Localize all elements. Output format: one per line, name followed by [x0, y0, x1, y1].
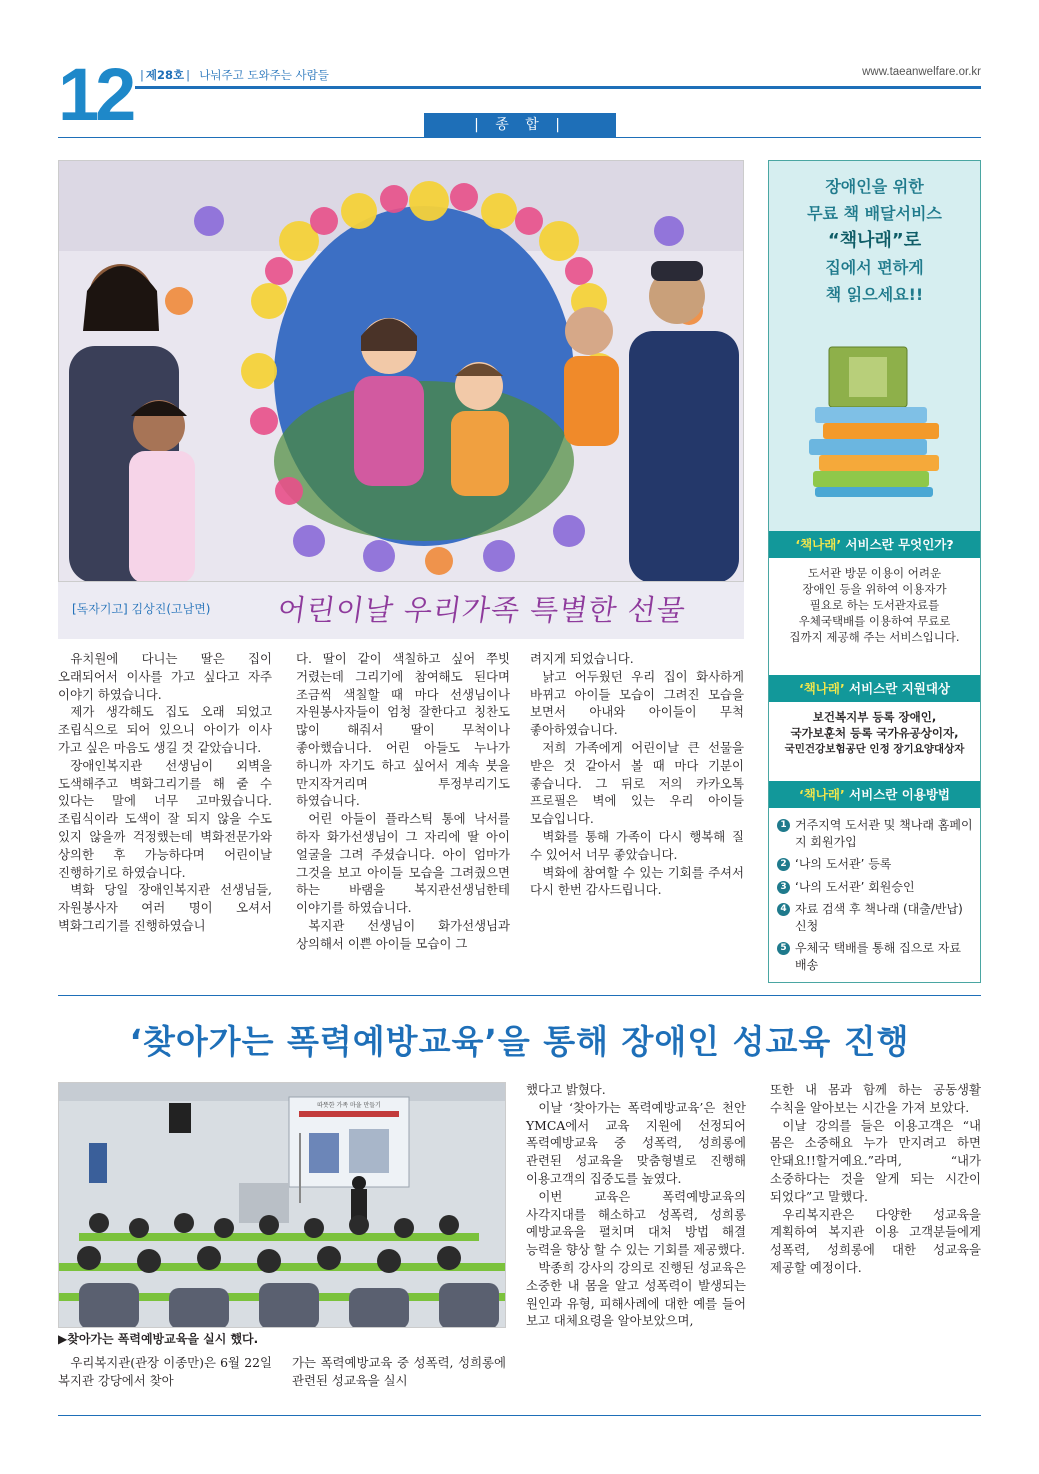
heading-text: 서비스란 무엇인가?: [841, 537, 954, 552]
section-tab: | 종 합 |: [424, 113, 616, 138]
slide-title-text: 따뜻한 가족 마을 만들기: [317, 1102, 381, 1109]
step-item: [777, 940, 975, 973]
text-line: 필요로 하는 도서관자료를: [809, 598, 940, 612]
paragraph: 가는 폭력예방교육 중 성폭력, 성희롱에 관련된 성교육을 실시: [292, 1355, 506, 1388]
book-stack-icon: [805, 339, 945, 499]
paragraph: 다. 딸이 같이 색칠하고 싶어 쭈빗 거렸는데 그리기에 참여해도 된다며 조금씩 색칠할 때 마다 선생님이나 자원봉사자들이 엄청 잘한다고 칭찬도 많이 해줘서 딸이 무척이나 좋아했습니다. 어린 아들도 누나가 하니까 자기도 하고 싶어서 계속 붓을 만지작거리며 투정부리기도 하였습니다.: [296, 651, 510, 809]
paragraph: 어린 아들이 플라스틱 통에 낙서를 하자 화가선생님이 그 자리에 딸 아이 얼굴을 그려 주셨습니다. 아이 엄마가 그것을 보고 아이들 모습을 그려줬으면 하는 바램을 복지관선생님한테 이야기를 하였습니다.: [296, 811, 510, 916]
paragraph: 또한 내 몸과 함께 하는 공동생활 수칙을 알아보는 시간을 가져 보았다.: [770, 1082, 981, 1115]
bottom-rule: [58, 1415, 981, 1416]
publication-tagline: 나눠주고 도와주는 사람들: [199, 68, 329, 82]
paragraph: 박종희 강사의 강의로 진행된 성교육은 소중한 내 몸을 알고 성폭력이 발생되는 원인과 유형, 피해사례에 대한 예를 들어 보고 대체요령을 알아보았으며,: [526, 1259, 746, 1329]
article-divider: [58, 995, 981, 996]
headline-line: 책 읽으세요!!: [825, 285, 924, 304]
text-line: 국민건강보험공단 인정 장기요양대상자: [784, 743, 965, 755]
header-url: www.taeanwelfare.or.kr: [862, 66, 981, 78]
headline-line: 집에서 편하게: [825, 258, 924, 277]
paragraph: 우리복지관은 다양한 성교육을 계획하여 복지관 이용 고객분들에게 성폭력, 성희롱에 대한 성교육을 제공할 예정이다.: [770, 1206, 981, 1275]
sidebar-section-howto-heading: [769, 781, 980, 808]
sidebar-section-what-heading: [769, 531, 980, 558]
text-line: 도서관 방문 이용이 어려운: [807, 566, 942, 580]
step-item: [777, 879, 975, 896]
paragraph: 했다고 밝혔다.: [526, 1082, 606, 1097]
paragraph: 제가 생각해도 집도 오래 되었고 조립식으로 되어 있으니 아이가 이사 가고 싶은 마음도 생길 것 같았습니다.: [58, 704, 272, 755]
heading-highlight: ‘책나래’: [798, 681, 845, 696]
paragraph: 장애인복지관 선생님이 외벽을 도색해주고 벽화그리기를 해 줄 수 있다는 말에 너무 고마웠습니다. 조립식이라 도색이 잘 되지 않을 수도 있지 않을까 걱정했는데 벽화전문가와 상의한 후 가능하다며 어린이날 진행하기로 하였습니다.: [58, 757, 272, 880]
text-line: 보건복지부 등록 장애인,: [812, 710, 937, 724]
mural-illustration: [59, 161, 744, 582]
step-number-icon: 2: [777, 858, 790, 871]
sidebar-section-eligibility-text: [769, 709, 980, 757]
article2-column-4: [770, 1081, 981, 1277]
article2-column-2: [292, 1354, 506, 1390]
headline-line: 장애인을 위한: [825, 177, 924, 196]
paragraph: 복지관 선생님이 화가선생님과 상의해서 이쁜 아이들 모습이 그: [296, 917, 510, 951]
article2-column-3: [526, 1081, 746, 1330]
issue-line: | 제28호 | 나눠주고 도와주는 사람들: [140, 68, 329, 82]
step-text: ‘나의 도서관’ 회원승인: [795, 879, 915, 894]
article2-headline: ‘찾아가는 폭력예방교육’을 통해 장애인 성교육 진행: [129, 1022, 910, 1061]
sidebar-section-eligibility-heading: [769, 675, 980, 702]
step-text: 우체국 택배를 통해 집으로 자료 배송: [795, 941, 961, 972]
article1-column-1: [58, 650, 272, 935]
step-item: [777, 856, 975, 873]
article1-title-bar: [58, 582, 744, 639]
page-number: 12: [58, 53, 133, 136]
step-number-icon: 3: [777, 881, 790, 894]
sidebar-section-what-text: [769, 565, 980, 645]
text-line: 우체국택배를 이용하여 무료로: [798, 614, 951, 628]
article1-title: 어린이날 우리가족 특별한 선물: [275, 593, 689, 627]
paragraph: 벽화를 통해 가족이 다시 행복해 질 수 있어서 너무 좋았습니다.: [530, 828, 744, 862]
headline-line: “책나래”로: [827, 230, 922, 251]
paragraph: 이날 ‘찾아가는 폭력예방교육’은 천안 YMCA에서 교육 지원에 선정되어 폭력예방교육 중 성폭력, 성희롱에 관련된 성교육을 맞춤형별로 진행해 이용고객의 집중도를 높였다.: [526, 1099, 746, 1186]
article2-column-1: [58, 1354, 272, 1390]
step-text: ‘나의 도서관’ 등록: [795, 857, 892, 871]
paragraph: 벽화에 참여할 수 있는 기회를 주셔서 다시 한번 감사드립니다.: [530, 864, 744, 898]
photo-caption: ▶찾아가는 폭력예방교육을 실시 했다.: [58, 1332, 259, 1346]
sidebar-hero: [769, 161, 980, 531]
lecture-hall-photo: [58, 1082, 506, 1328]
text-line: 국가보훈처 등록 국가유공상이자,: [790, 726, 959, 740]
step-item: [777, 817, 975, 850]
step-item: [777, 901, 975, 934]
header-rule: [135, 86, 981, 89]
headline-line: 무료 책 배달서비스: [807, 204, 942, 223]
step-text: 거주지역 도서관 및 책나래 홈페이지 회원가입: [795, 818, 973, 849]
step-number-icon: 5: [777, 942, 790, 955]
text-line: 장애인 등을 위하여 이용자가: [802, 582, 947, 596]
sidebar-headline: [769, 173, 980, 308]
heading-highlight: ‘책나래’: [798, 787, 845, 802]
lecture-scene: [59, 1083, 506, 1328]
heading-highlight: ‘책나래’: [795, 537, 842, 552]
issue-number: 제28호: [145, 68, 185, 82]
step-number-icon: 4: [777, 903, 790, 916]
chaeknarae-sidebar: [768, 160, 981, 983]
article1-column-2: [296, 650, 510, 953]
paragraph: 낡고 어두웠던 우리 집이 화사하게 바뀌고 아이들 모습이 그려진 모습을 보면서 아내와 아이들이 무척 좋아하였습니다.: [530, 668, 744, 738]
step-text: 자료 검색 후 책나래 (대출/반납) 신청: [795, 902, 963, 933]
paragraph: 이날 강의를 들은 이용고객은 “내 몸은 소중해요 누가 만지려고 하면 안돼요!!할거예요.”라며, “내가 소중하다는 것을 알게 되는 시간이 되었다”고 말했다.: [770, 1117, 981, 1204]
sidebar-steps-list: [777, 817, 975, 979]
article1-column-3: [530, 650, 744, 899]
text-line: 집까지 제공해 주는 서비스입니다.: [789, 630, 960, 644]
mural-family-photo: [58, 160, 744, 582]
step-number-icon: 1: [777, 819, 790, 832]
paragraph: 이번 교육은 폭력예방교육의 사각지대를 해소하고 성폭력, 성희롱 예방교육을 펼치며 대처 방법 해결 능력을 향상 할 수 있는 기회를 제공했다.: [526, 1188, 746, 1258]
heading-text: 서비스란 이용방법: [844, 787, 951, 802]
paragraph: 저희 가족에게 어린이날 큰 선물을 받은 것 같아서 볼 때 마다 기분이 좋습니다. 그 뒤로 저의 카카오톡 프로필은 벽에 있는 우리 아이들 모습입니다.: [530, 739, 744, 827]
paragraph: 벽화 당일 장애인복지관 선생님들, 자원봉사자 여러 명이 오셔서 벽화그리기를 진행하였습니: [58, 882, 272, 933]
section-label: 종 합: [495, 117, 545, 133]
paragraph: 우리복지관(관장 이종만)은 6월 22일 복지관 강당에서 찾아: [58, 1355, 272, 1388]
paragraph: 려지게 되었습니다.: [530, 651, 634, 666]
heading-text: 서비스란 지원대상: [844, 681, 951, 696]
paragraph: 유치원에 다니는 딸은 집이 오래되어서 이사를 가고 싶다고 자주 이야기 하였습니다.: [58, 651, 272, 702]
article1-byline: [독자기고] 김상진(고남면): [72, 602, 211, 616]
